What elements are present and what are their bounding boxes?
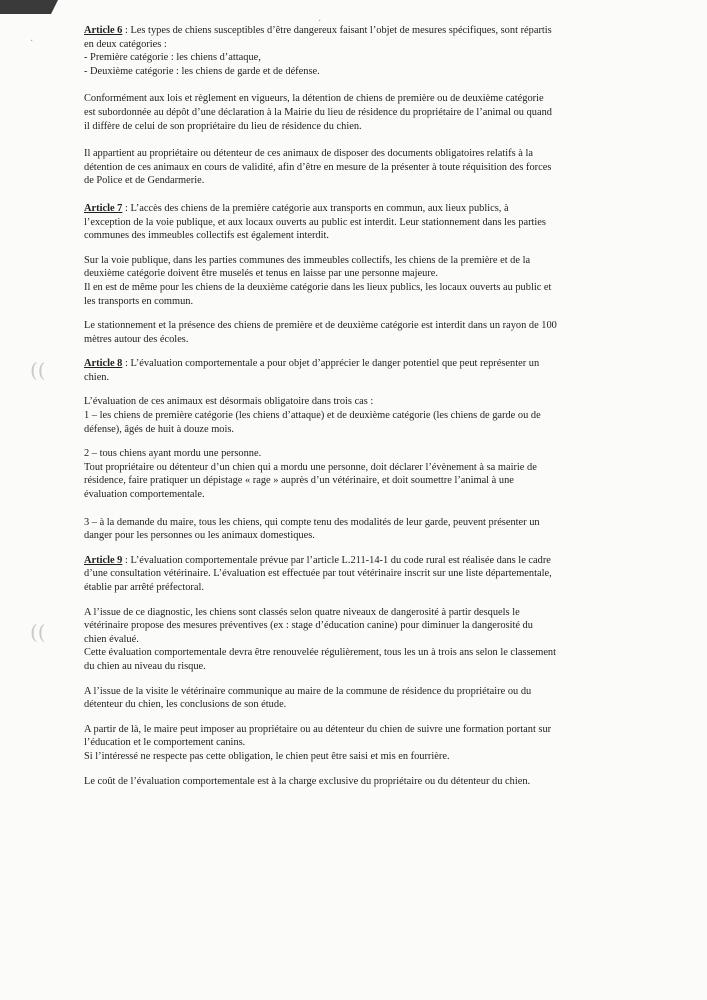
text-line: 3 – à la demande du maire, tous les chiens, qui compte tenu des modalités de leur garde, peuvent présenter un bbox=[84, 516, 540, 528]
text-line: A l’issue de la visite le vétérinaire communique au maire de la commune de résidence du propriétaire ou du bbox=[84, 685, 532, 697]
text-line: L’évaluation de ces animaux est désormais obligatoire dans trois cas : bbox=[84, 396, 374, 408]
text-line bbox=[84, 554, 625, 568]
scan-corner-mark bbox=[0, 0, 58, 14]
text-line: communes des immeubles collectifs est également interdit. bbox=[84, 230, 329, 242]
text-line: - Deuxième catégorie : les chiens de garde et de défense. bbox=[84, 65, 320, 77]
text-line: détention de ces animaux en cours de validité, afin d’être en mesure de la présenter à toute réquisition des forces bbox=[84, 161, 552, 173]
text-line: défense), âgés de huit à douze mois. bbox=[84, 423, 235, 435]
paragraph bbox=[84, 723, 625, 764]
text-line: 2 – tous chiens ayant mordu une personne. bbox=[84, 448, 262, 460]
text-line: résidence, faire pratiquer un dépistage « rage » auprès d’un vétérinaire, et doit soumettre l’animal à une bbox=[84, 475, 514, 487]
text-line: les transports en commun. bbox=[84, 295, 194, 307]
text-line: Il appartient au propriétaire ou détenteur de ces animaux de disposer des documents obligatoires relatifs à la bbox=[84, 148, 533, 160]
text-line: Le coût de l’évaluation comportementale est à la charge exclusive du propriétaire ou du détenteur du chien. bbox=[84, 775, 531, 787]
paragraph bbox=[84, 606, 625, 674]
text-line: établie par arrêté préfectoral. bbox=[84, 582, 204, 593]
text-line bbox=[84, 24, 625, 38]
text-line: est subordonnée au dépôt d’une déclaration à la Mairie du lieu de résidence du propriétaire de l’animal ou quand bbox=[84, 106, 552, 118]
text-line: deuxième catégorie doivent être muselés et tenus en laisse par une personne majeure. bbox=[84, 268, 439, 280]
text-line: - Première catégorie : les chiens d’attaque, bbox=[84, 52, 261, 64]
text-line: Cette évaluation comportementale devra être renouvelée régulièrement, tous les un à trois ans selon le classement bbox=[84, 647, 557, 659]
paragraph bbox=[84, 319, 625, 346]
text-line: il diffère de celui de son propriétaire du lieu de résidence du chien. bbox=[84, 120, 362, 132]
scan-speck: · bbox=[30, 36, 34, 47]
text-line-rest: : L’évaluation comportementale a pour objet d’apprécier le danger potentiel que peut représenter un bbox=[122, 358, 540, 370]
paragraph bbox=[84, 516, 625, 543]
paragraph bbox=[84, 685, 625, 712]
text-line bbox=[84, 202, 625, 216]
text-line: détenteur du chien, les conclusions de son étude. bbox=[84, 699, 287, 711]
paragraph bbox=[84, 395, 625, 436]
text-line-rest: : L’accès des chiens de la première catégorie aux transports en commun, aux lieux publics, à bbox=[122, 202, 509, 214]
article-heading: Article 8 bbox=[84, 358, 123, 370]
text-line: Sur la voie publique, dans les parties communes des immeubles collectifs, les chiens de la première et de la bbox=[84, 254, 531, 266]
punch-hole-mark: (( bbox=[30, 358, 46, 382]
paragraph bbox=[84, 92, 625, 133]
text-line: A l’issue de ce diagnostic, les chiens sont classés selon quatre niveaux de dangerosité à partir desquels le bbox=[84, 606, 520, 618]
text-line: chien évalué. bbox=[84, 633, 139, 645]
article-paragraph bbox=[84, 357, 625, 384]
paragraph bbox=[84, 147, 625, 188]
text-line: Tout propriétaire ou détenteur d’un chien qui a mordu une personne, doit déclarer l’évènement à sa mairie de bbox=[84, 461, 537, 473]
text-line: d’une consultation vétérinaire. L’évaluation est effectuée par tout vétérinaire inscrit sur une liste départementale, bbox=[84, 568, 552, 580]
punch-hole-mark: (( bbox=[30, 620, 46, 644]
article-paragraph bbox=[84, 202, 625, 243]
document-body bbox=[84, 24, 625, 798]
paragraph bbox=[84, 447, 625, 501]
article-paragraph bbox=[84, 554, 625, 595]
text-line: 1 – les chiens de première catégorie (les chiens d’attaque) et de deuxième catégorie (les chiens de garde ou de bbox=[84, 410, 541, 422]
article-heading: Article 6 bbox=[84, 25, 123, 36]
text-line: chien. bbox=[84, 371, 110, 383]
text-line bbox=[84, 357, 625, 371]
text-line: Conformément aux lois et règlement en vigueurs, la détention de chiens de première ou de deuxième catégorie bbox=[84, 93, 544, 105]
text-line: A partir de là, le maire peut imposer au propriétaire ou au détenteur du chien de suivre une formation portant sur bbox=[84, 723, 552, 735]
text-line-rest: : L’évaluation comportementale prévue par l’article L.211-14-1 du code rural est réalisée dans le cadre bbox=[122, 554, 551, 566]
text-line: danger pour les personnes ou les animaux domestiques. bbox=[84, 530, 315, 542]
article-paragraph bbox=[84, 24, 625, 78]
text-line-rest: : Les types de chiens susceptibles d’être dangereux faisant l’objet de mesures spécifiques, sont répartis bbox=[122, 25, 552, 36]
text-line: Si l’intéressé ne respecte pas cette obligation, le chien peut être saisi et mis en fourrière. bbox=[84, 750, 450, 762]
text-line: Le stationnement et la présence des chiens de première et de deuxième catégorie est interdit dans un rayon de 100 bbox=[84, 320, 557, 332]
text-line: en deux catégories : bbox=[84, 38, 167, 50]
text-line: de Police et de Gendarmerie. bbox=[84, 175, 205, 187]
text-line: vétérinaire propose des mesures préventives (ex : stage d’éducation canine) pour diminuer la dangerosité du bbox=[84, 620, 533, 632]
text-line: évaluation comportementale. bbox=[84, 489, 205, 501]
paragraph bbox=[84, 254, 625, 308]
text-line: Il en est de même pour les chiens de la deuxième catégorie dans les lieux publics, les locaux ouverts au public et bbox=[84, 281, 552, 293]
text-line: du chien au niveau du risque. bbox=[84, 660, 206, 672]
article-heading: Article 7 bbox=[84, 202, 123, 214]
text-line: l’éducation et le comportement canins. bbox=[84, 737, 246, 749]
text-line: l’exception de la voie publique, et aux locaux ouverts au public est interdit. Leur stationnement dans les parties bbox=[84, 216, 546, 228]
article-heading: Article 9 bbox=[84, 554, 123, 566]
scan-speck: · bbox=[318, 16, 322, 27]
text-line: mètres autour des écoles. bbox=[84, 333, 189, 345]
paragraph bbox=[84, 775, 625, 789]
